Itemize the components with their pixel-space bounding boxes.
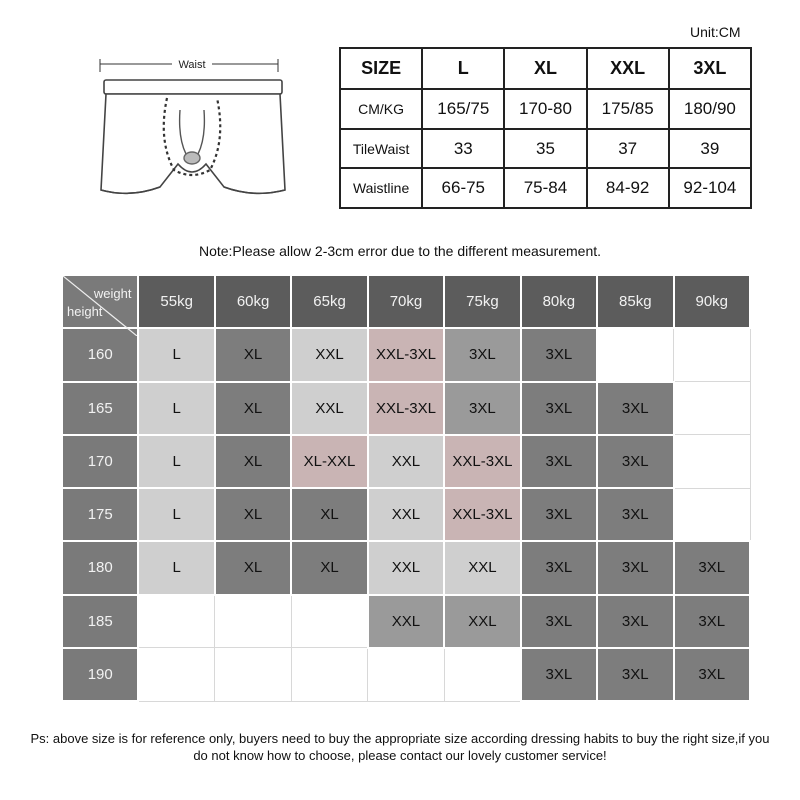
size-cell: 170-80 [504, 89, 586, 129]
size-header-xl: XL [504, 48, 586, 89]
measurement-note: Note:Please allow 2-3cm error due to the different measurement. [198, 243, 602, 259]
size-recommendation-cell: XXL [291, 328, 367, 381]
size-recommendation-cell: 3XL [521, 328, 597, 381]
size-cell: 84-92 [587, 168, 669, 208]
grid-row [62, 488, 750, 541]
weight-header: 70kg [368, 275, 444, 328]
size-recommendation-cell: 3XL [597, 595, 673, 648]
size-cell: 75-84 [504, 168, 586, 208]
weight-header: 55kg [138, 275, 214, 328]
size-recommendation-cell: XXL-3XL [444, 488, 520, 541]
height-header: 180 [62, 541, 138, 594]
size-recommendation-cell: XL [215, 488, 291, 541]
empty-cell [368, 648, 444, 701]
empty-cell [674, 488, 751, 541]
grid-row [62, 328, 750, 381]
size-recommendation-cell: XL [215, 541, 291, 594]
weight-header: 75kg [444, 275, 520, 328]
size-recommendation-cell: XXL-3XL [444, 435, 520, 488]
size-recommendation-cell: XXL-3XL [368, 328, 444, 381]
size-recommendation-cell: XXL [291, 382, 367, 435]
size-recommendation-cell: XL-XXL [291, 435, 367, 488]
size-recommendation-cell: XXL [368, 488, 444, 541]
size-cell: 39 [669, 129, 751, 169]
row-label: TileWaist [340, 129, 422, 169]
waist-label: Waist [178, 59, 206, 71]
size-recommendation-cell: XXL [368, 595, 444, 648]
size-recommendation-cell: 3XL [521, 541, 597, 594]
empty-cell [291, 648, 367, 701]
size-recommendation-cell: L [138, 328, 214, 381]
size-header-label: SIZE [340, 48, 422, 89]
size-table-row [340, 168, 751, 208]
size-recommendation-cell: 3XL [597, 648, 673, 701]
size-table-header [340, 48, 751, 89]
size-recommendation-cell: 3XL [597, 488, 673, 541]
height-header: 185 [62, 595, 138, 648]
size-recommendation-cell: 3XL [521, 648, 597, 701]
grid-row [62, 382, 750, 435]
size-cell: 37 [587, 129, 669, 169]
size-recommendation-cell: 3XL [674, 648, 751, 701]
size-recommendation-cell: XXL [368, 435, 444, 488]
size-recommendation-cell: XL [215, 435, 291, 488]
empty-cell [674, 328, 751, 381]
size-recommendation-cell: L [138, 541, 214, 594]
row-label: Waistline [340, 168, 422, 208]
weight-header: 60kg [215, 275, 291, 328]
size-recommendation-cell: XXL [444, 541, 520, 594]
size-cell: 33 [422, 129, 504, 169]
empty-cell [138, 595, 214, 648]
size-recommendation-cell: 3XL [597, 435, 673, 488]
corner-height-label: height [67, 304, 103, 320]
height-header: 190 [62, 648, 138, 701]
empty-cell [215, 595, 291, 648]
grid-row [62, 435, 750, 488]
corner-weight-label: weight [93, 286, 132, 301]
size-table-row [340, 129, 751, 169]
weight-header: 80kg [521, 275, 597, 328]
weight-header: 85kg [597, 275, 673, 328]
size-table-row [340, 89, 751, 129]
size-recommendation-cell: L [138, 435, 214, 488]
height-header: 175 [62, 488, 138, 541]
size-recommendation-cell: XXL-3XL [368, 382, 444, 435]
size-recommendation-cell: 3XL [521, 488, 597, 541]
grid-row [62, 541, 750, 594]
size-cell: 35 [504, 129, 586, 169]
size-recommendation-cell: XL [215, 382, 291, 435]
grid-row [62, 595, 750, 648]
size-recommendation-cell: XXL [368, 541, 444, 594]
size-recommendation-cell: 3XL [444, 328, 520, 381]
grid-row [62, 648, 750, 701]
size-header-xxl: XXL [587, 48, 669, 89]
empty-cell [291, 595, 367, 648]
height-header: 165 [62, 382, 138, 435]
reference-disclaimer: Ps: above size is for reference only, buyers need to buy the appropriate size according dressing habits to buy the right size,if you do not know how to choose, please contact our lovely customer service! [30, 731, 770, 763]
empty-cell [597, 328, 673, 381]
size-recommendation-cell: 3XL [521, 382, 597, 435]
size-header-3xl: 3XL [669, 48, 751, 89]
boxer-briefs-illustration [82, 40, 318, 226]
size-recommendation-cell: XXL [444, 595, 520, 648]
size-recommendation-cell: XL [291, 488, 367, 541]
size-recommendation-cell: 3XL [597, 382, 673, 435]
size-recommendation-cell: XL [291, 541, 367, 594]
empty-cell [444, 648, 520, 701]
height-weight-size-grid [61, 274, 751, 702]
size-cell: 175/85 [587, 89, 669, 129]
height-header: 160 [62, 328, 138, 381]
underwear-outline [101, 80, 285, 193]
empty-cell [138, 648, 214, 701]
size-header-l: L [422, 48, 504, 89]
weight-header: 90kg [674, 275, 751, 328]
size-cell: 165/75 [422, 89, 504, 129]
size-table [339, 47, 752, 209]
row-label: CM/KG [340, 89, 422, 129]
size-recommendation-cell: L [138, 488, 214, 541]
size-cell: 66-75 [422, 168, 504, 208]
size-recommendation-cell: 3XL [674, 541, 751, 594]
size-recommendation-cell: XL [215, 328, 291, 381]
empty-cell [215, 648, 291, 701]
grid-header-row [62, 275, 750, 328]
size-recommendation-cell: L [138, 382, 214, 435]
empty-cell [674, 435, 751, 488]
height-header: 170 [62, 435, 138, 488]
empty-cell [674, 382, 751, 435]
size-cell: 180/90 [669, 89, 751, 129]
size-recommendation-cell: 3XL [521, 595, 597, 648]
size-recommendation-cell: 3XL [597, 541, 673, 594]
grid-corner [62, 275, 138, 328]
size-cell: 92-104 [669, 168, 751, 208]
weight-header: 65kg [291, 275, 367, 328]
size-recommendation-cell: 3XL [444, 382, 520, 435]
unit-label: Unit:CM [690, 24, 741, 40]
size-recommendation-cell: 3XL [521, 435, 597, 488]
size-recommendation-cell: 3XL [674, 595, 751, 648]
